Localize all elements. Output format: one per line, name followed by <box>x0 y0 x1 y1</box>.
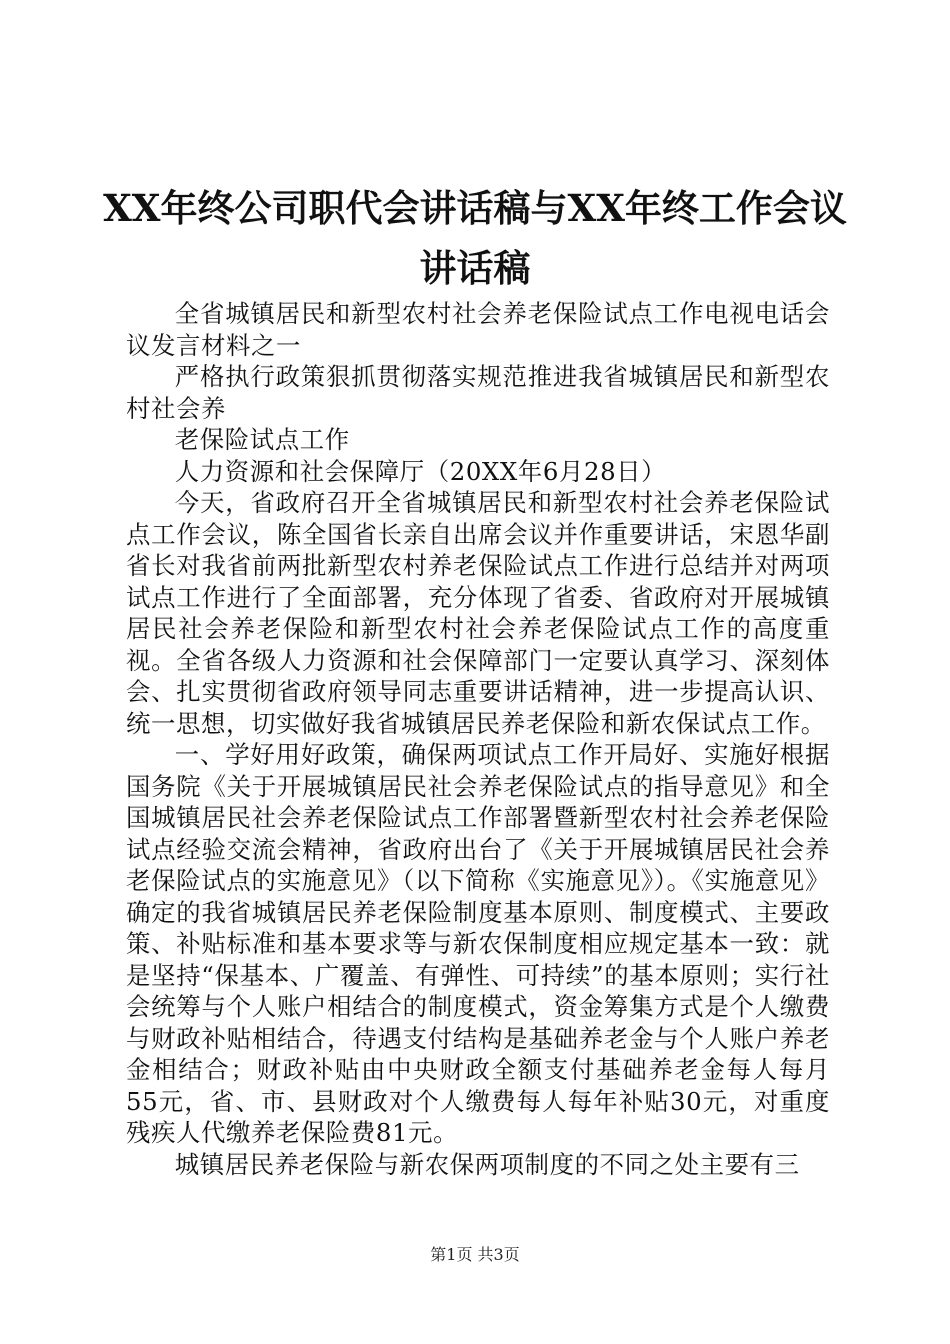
paragraph: 城镇居民养老保险与新农保两项制度的不同之处主要有三 <box>174 1149 800 1179</box>
paragraph: 全省城镇居民和新型农村社会养老保险试点工作电视电话会议发言材料之一 <box>126 299 830 360</box>
paragraph: 一、学好用好政策，确保两项试点工作开局好、实施好根据国务院《关于开展城镇居民社会养老保险试点的指导意见》和全国城镇居民社会养老保险试点工作部署暨新型农村社会养老保险试点经验交流会精神，省政府出台了《关于开展城镇居民社会养老保险试点的实施意见》（以下简称《实施意见》）。《实施意见》确定的我省城镇居民养老保险制度基本原则、制度模式、主要政策、补贴标准和基本要求等与新农保制度相应规定基本一致：就是坚持“保基本、广覆盖、有弹性、可持续”的基本原则；实行社会统筹与个人账户相结合的制度模式，资金筹集方式是个人缴费与财政补贴相结合，待遇支付结构是基础养老金与个人账户养老金相结合；财政补贴由中央财政全额支付基础养老金每人每月55元，省、市、县财政对个人缴费每人每年补贴30元，对重度残疾人代缴养老保险费81元。 <box>126 740 830 1147</box>
paragraph: 人力资源和社会保障厅（20XX年6月28日） <box>174 456 667 486</box>
document-title <box>100 178 850 298</box>
title-line-2: 讲话稿 <box>419 246 531 290</box>
paragraph: 老保险试点工作 <box>174 425 350 454</box>
paragraph: 今天，省政府召开全省城镇居民和新型农村社会养老保险试点工作会议，陈全国省长亲自出席会议并作重要讲话，宋恩华副省长对我省前两批新型农村养老保险试点工作进行总结并对两项试点工作进行了全面部署，充分体现了省委、省政府对开展城镇居民社会养老保险和新型农村社会养老保险试点工作的高度重视。全省各级人力资源和社会保障部门一定要认真学习、深刻体会、扎实贯彻省政府领导同志重要讲话精神，进一步提高认识、统一思想，切实做好我省城镇居民养老保险和新农保试点工作。 <box>126 488 830 738</box>
paragraph: 严格执行政策狠抓贯彻落实规范推进我省城镇居民和新型农村社会养 <box>126 362 830 423</box>
title-line-1: XX年终公司职代会讲话稿与XX年终工作会议 <box>103 186 847 230</box>
document-body <box>126 298 830 1180</box>
page-number-footer: 第1页 共3页 <box>430 1245 520 1264</box>
